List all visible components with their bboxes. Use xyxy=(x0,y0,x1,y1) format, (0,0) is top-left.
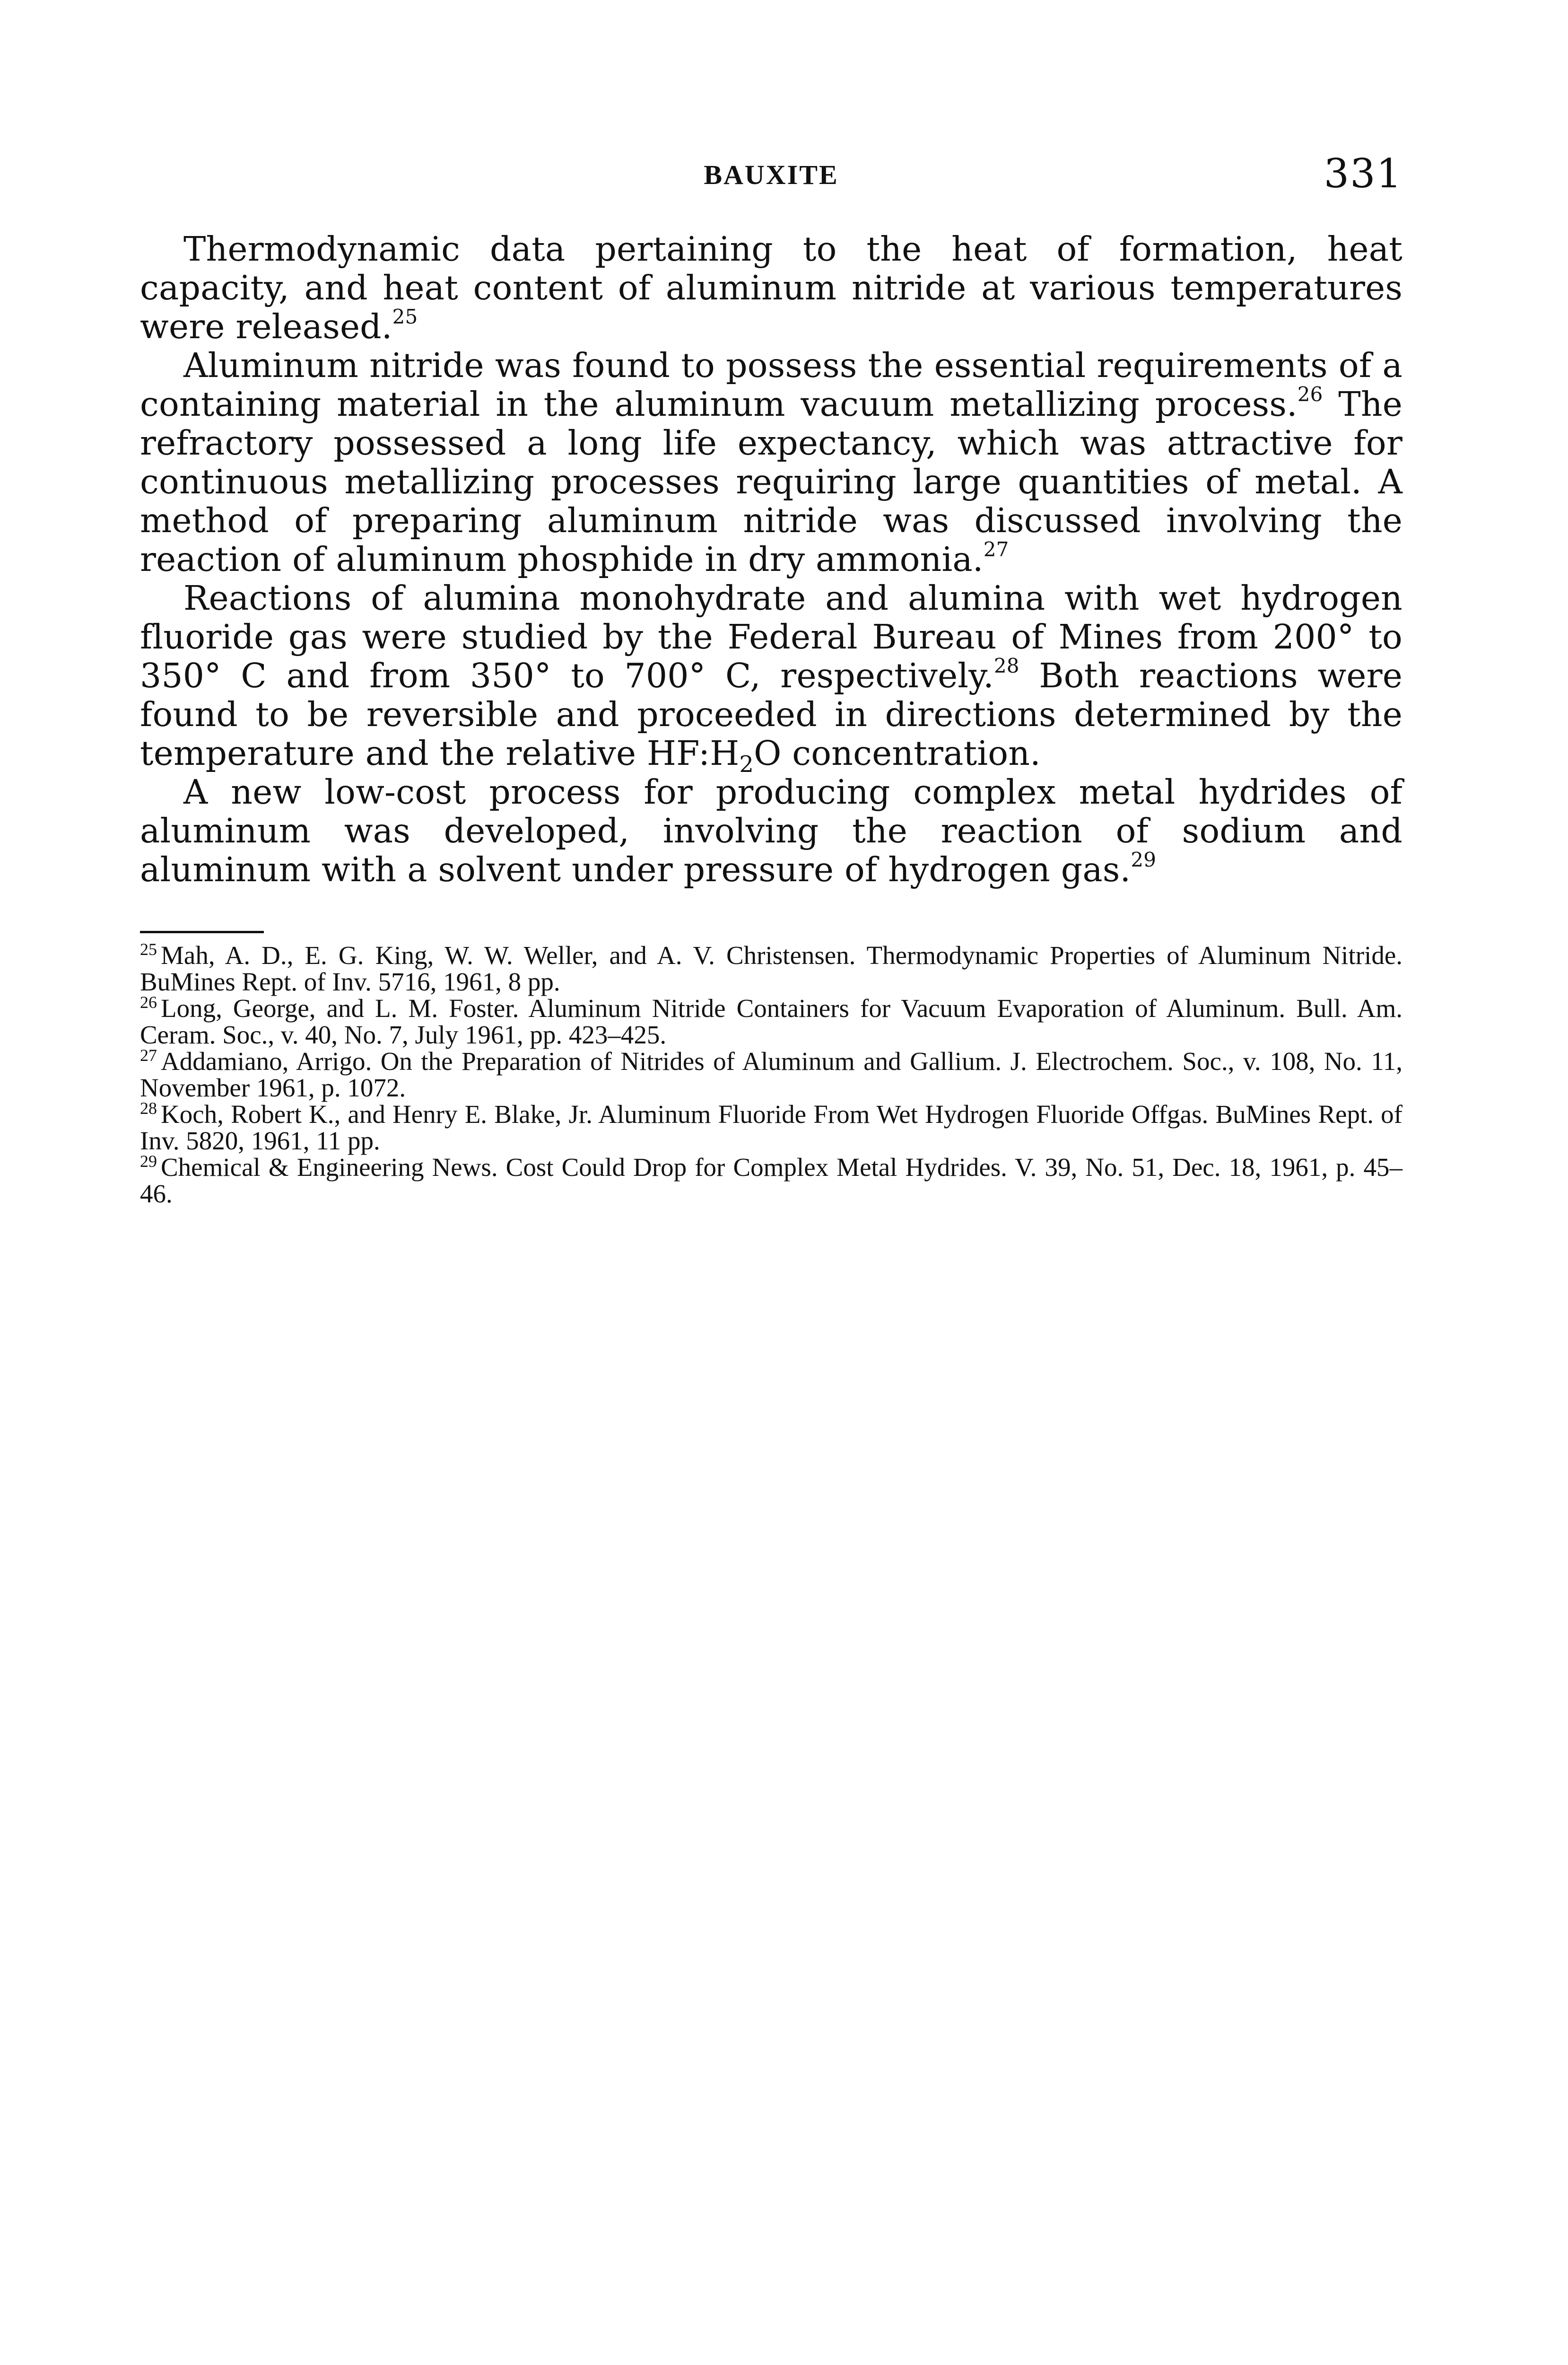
paragraph-text: Aluminum nitride was found to possess the essential requirements of a containing material in the aluminum vacuum metallizing process. xyxy=(140,346,1402,424)
footnote-number: 25 xyxy=(140,939,157,959)
paragraph-text: Reactions of alumina monohydrate and alumina with wet hydrogen fluoride gas were studied by the Federal Bureau of Mines from 200° to 350° C and from 350° to 700° C, respectively. xyxy=(140,578,1402,695)
body-paragraph xyxy=(140,773,1402,889)
footnote-text: Chemical & Engineering News. Cost Could Drop for Complex Metal Hydrides. V. 39, No. 51, Dec. 18, 1961, p. 45–46. xyxy=(140,1153,1402,1208)
footnote-reference: 25 xyxy=(392,305,418,329)
body-paragraph xyxy=(140,346,1402,579)
body-paragraph xyxy=(140,230,1402,346)
footnote xyxy=(140,1098,1402,1155)
body-paragraph xyxy=(140,578,1402,778)
page-number: 331 xyxy=(1324,150,1402,197)
footnote xyxy=(140,1151,1402,1208)
footnote xyxy=(140,992,1402,1049)
footnote-reference: 27 xyxy=(983,538,1009,561)
footnote xyxy=(140,1045,1402,1102)
running-head: BAUXITE xyxy=(704,159,839,190)
footnote-text: Addamiano, Arrigo. On the Preparation of Nitrides of Aluminum and Gallium. J. Electrochem. Soc., v. 108, No. 11, November 1961, p. 1072. xyxy=(140,1047,1402,1102)
footnotes xyxy=(140,939,1402,1208)
paragraph-text: Thermodynamic data pertaining to the heat of formation, heat capacity, and heat content of aluminum nitride at various temperatures were released. xyxy=(140,229,1402,346)
footnote-text: Long, George, and L. M. Foster. Aluminum Nitride Containers for Vacuum Evaporation of Aluminum. Bull. Am. Ceram. Soc., v. 40, No. 7, July 1961, pp. 423–425. xyxy=(140,994,1402,1049)
page-header xyxy=(140,150,1402,202)
footnote-reference: 29 xyxy=(1131,848,1157,872)
footnote-text: Koch, Robert K., and Henry E. Blake, Jr. Aluminum Fluoride From Wet Hydrogen Fluoride Offgas. BuMines Rept. of Inv. 5820, 1961, 11 pp. xyxy=(140,1100,1402,1155)
footnote-divider xyxy=(140,931,264,933)
footnote-number: 26 xyxy=(140,992,157,1012)
footnote xyxy=(140,939,1402,996)
footnote-number: 29 xyxy=(140,1151,157,1171)
footnote-reference: 26 xyxy=(1297,383,1323,406)
body-text xyxy=(140,230,1402,889)
paragraph-text: A new low-cost process for producing complex metal hydrides of aluminum was developed, involving the reaction of sodium and aluminum with a solvent under pressure of hydrogen gas. xyxy=(140,772,1402,889)
footnote-reference: 28 xyxy=(993,654,1019,678)
footnote-number: 27 xyxy=(140,1045,157,1065)
paragraph-text: The refractory possessed a long life expectancy, which was attractive for continuous metallizing processes requiring large quantities of metal. A method of preparing aluminum nitride was discussed involving the reaction of aluminum phosphide in dry ammonia. xyxy=(140,385,1402,579)
paragraph-text: O concentration. xyxy=(754,734,1041,773)
subscript: 2 xyxy=(739,751,754,778)
footnote-number: 28 xyxy=(140,1098,157,1118)
paragraph-text: Both reactions were found to be reversible and proceeded in directions determined by the temperature and the relative HF:H xyxy=(140,656,1402,773)
footnote-text: Mah, A. D., E. G. King, W. W. Weller, and A. V. Christensen. Thermodynamic Properties of Aluminum Nitride. BuMines Rept. of Inv. 5716, 1961, 8 pp. xyxy=(140,941,1402,996)
